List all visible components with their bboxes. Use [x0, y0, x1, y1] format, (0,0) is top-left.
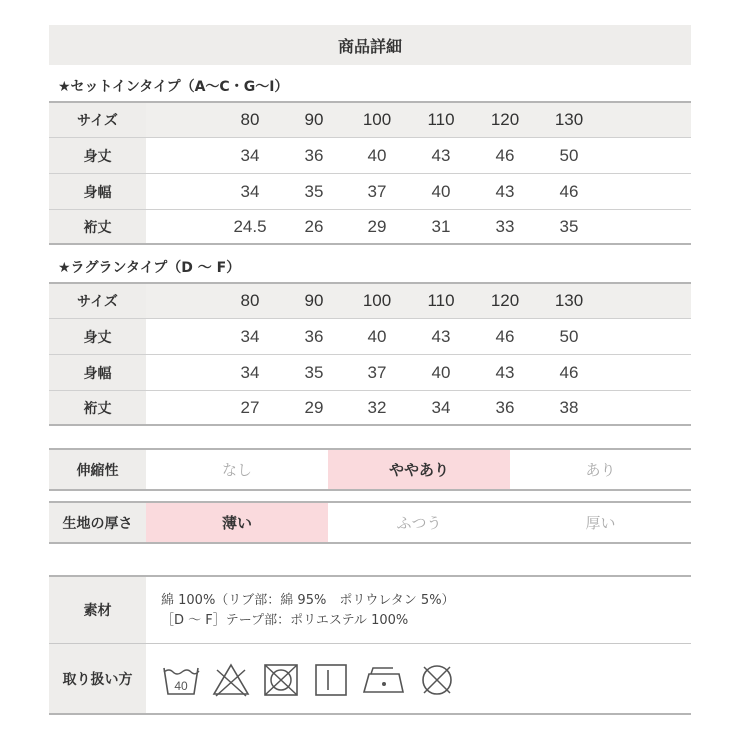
table-row: [49, 354, 691, 390]
size-table-raglan: [49, 282, 691, 426]
thickness-option-thin: 薄い: [146, 503, 328, 542]
care-row: [49, 644, 691, 715]
section-title-setin: ★セットインタイプ（A〜C・G〜I）: [58, 79, 289, 95]
value-cell: 37: [367, 181, 387, 201]
size-cell: 130: [554, 110, 584, 129]
care-label: 取り扱い方: [49, 644, 146, 713]
table-header-row: [49, 282, 691, 318]
section-title-raglan: ★ラグランタイプ（D 〜 F）: [58, 260, 241, 276]
value-cell: 31: [431, 216, 451, 236]
value-cell: 50: [559, 326, 579, 346]
material-line: 綿 100%（リブ部：綿 95% ポリウレタン 5%）: [161, 593, 455, 608]
value-cell: 34: [431, 397, 451, 417]
value-cell: 40: [367, 145, 387, 165]
thickness-option-normal: ふつう: [396, 514, 442, 532]
size-cell: 110: [427, 291, 455, 310]
material-label: 素材: [49, 577, 146, 643]
size-table-setin: [49, 101, 691, 245]
stretch-option-none: なし: [221, 461, 252, 479]
row-label: 身幅: [49, 174, 146, 209]
value-cell: 26: [304, 216, 324, 236]
stretch-option-some: ややあり: [328, 450, 510, 489]
value-cell: 35: [559, 216, 579, 236]
value-cell: 35: [304, 181, 324, 201]
value-cell: 40: [431, 362, 451, 382]
row-label: 身丈: [49, 138, 146, 173]
value-cell: 46: [495, 326, 515, 346]
value-cell: 36: [304, 326, 324, 346]
row-label: 身丈: [49, 319, 146, 354]
row-label: 裄丈: [49, 391, 146, 424]
stretch-label: 伸縮性: [49, 450, 146, 489]
size-cell: 110: [427, 110, 455, 129]
value-cell: 24.5: [233, 216, 267, 236]
value-cell: 40: [431, 181, 451, 201]
size-cell: 90: [304, 291, 324, 310]
value-cell: 35: [304, 362, 324, 382]
line-dry-icon: [311, 662, 351, 698]
wash-40-icon: [161, 662, 201, 698]
stretch-option-yes: あり: [585, 461, 616, 479]
table-header-row: [49, 101, 691, 137]
value-cell: 43: [495, 362, 515, 382]
size-cell: 90: [304, 110, 324, 129]
no-bleach-icon: [211, 662, 251, 698]
value-cell: 50: [559, 145, 579, 165]
table-row: [49, 318, 691, 354]
value-cell: 46: [559, 362, 579, 382]
value-cell: 27: [240, 397, 260, 417]
value-cell: 43: [495, 181, 515, 201]
size-cell: 100: [362, 110, 392, 129]
value-cell: 36: [495, 397, 515, 417]
thickness-option-thick: 厚い: [585, 514, 616, 532]
table-row: [49, 209, 691, 245]
value-cell: 34: [240, 181, 260, 201]
size-cell: 100: [362, 291, 392, 310]
size-cell: 130: [554, 291, 584, 310]
table-row: [49, 137, 691, 173]
no-tumble-dry-icon: [261, 662, 301, 698]
row-label: 裄丈: [49, 210, 146, 243]
material-row: [49, 575, 691, 644]
table-row: [49, 390, 691, 426]
table-row: [49, 173, 691, 209]
size-cell: 120: [490, 110, 520, 129]
material-line: ［D 〜 F］テープ部：ポリエステル 100%: [161, 613, 409, 628]
row-label: サイズ: [49, 103, 146, 137]
material-text: [161, 591, 455, 631]
value-cell: 43: [431, 145, 451, 165]
size-cell: 80: [240, 110, 260, 129]
value-cell: 34: [240, 362, 260, 382]
wash-temp-label: 40: [174, 679, 188, 693]
value-cell: 34: [240, 145, 260, 165]
row-label: サイズ: [49, 284, 146, 318]
page-title: 商品詳細: [49, 25, 691, 65]
care-icons: [161, 662, 681, 698]
value-cell: 43: [431, 326, 451, 346]
value-cell: 32: [367, 397, 387, 417]
size-cell: 80: [240, 291, 260, 310]
value-cell: 46: [495, 145, 515, 165]
size-cell: 120: [490, 291, 520, 310]
thickness-scale: [49, 501, 691, 544]
row-label: 身幅: [49, 355, 146, 390]
value-cell: 40: [367, 326, 387, 346]
value-cell: 46: [559, 181, 579, 201]
no-dry-clean-icon: [417, 662, 457, 698]
value-cell: 29: [367, 216, 387, 236]
value-cell: 37: [367, 362, 387, 382]
value-cell: 33: [495, 216, 515, 236]
value-cell: 34: [240, 326, 260, 346]
iron-low-icon: [361, 662, 407, 698]
stretch-scale: [49, 448, 691, 491]
value-cell: 29: [304, 397, 324, 417]
value-cell: 36: [304, 145, 324, 165]
thickness-label: 生地の厚さ: [49, 503, 146, 542]
value-cell: 38: [559, 397, 579, 417]
